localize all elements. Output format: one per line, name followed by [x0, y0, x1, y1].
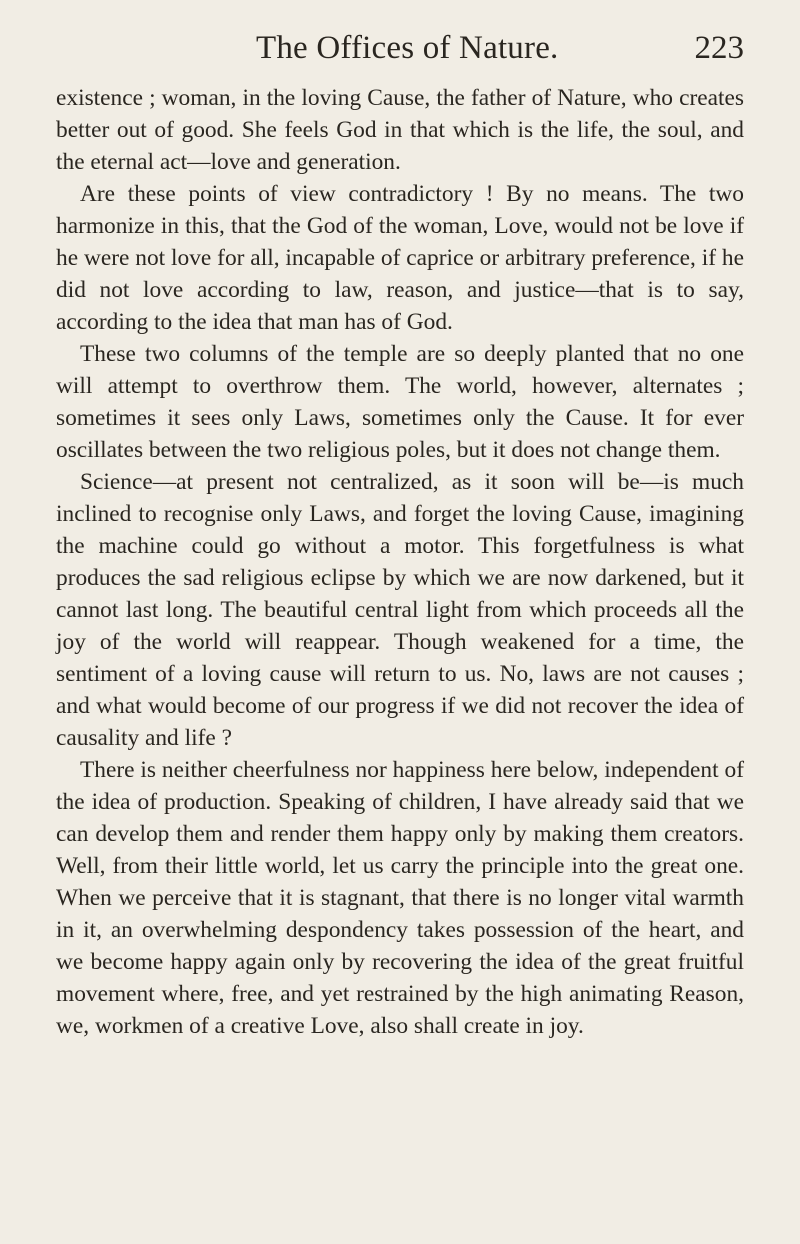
- page-header: [56, 30, 744, 82]
- body-text: [56, 82, 744, 1042]
- page-number: 223: [694, 30, 744, 66]
- running-title: The Offices of Nature.: [256, 30, 559, 66]
- paragraph-3: These two columns of the temple are so deeply planted that no one will attempt to overthrow them. The world, however, alternates ; sometimes it sees only Laws, sometimes only the Cause. It for ever oscillates between the two religious poles, but it does not change them.: [56, 341, 744, 463]
- paragraph-4: Science—at present not centralized, as it soon will be—is much inclined to recognise only Laws, and forget the loving Cause, imagining the machine could go without a motor. This forgetfulness is what produces the sad religious eclipse by which we are now darkened, but it cannot last long. The beautiful central light from which proceeds all the joy of the world will reappear. Though weakened for a time, the sentiment of a loving cause will return to us. No, laws are not causes ; and what would become of our progress if we did not recover the idea of causality and life ?: [56, 469, 744, 751]
- paragraph-2: Are these points of view contradictory ! By no means. The two harmonize in this, that the God of the woman, Love, would not be love if he were not love for all, incapable of caprice or arbitrary preference, if he did not love according to law, reason, and justice—that is to say, according to the idea that man has of God.: [56, 181, 744, 335]
- paragraph-1: existence ; woman, in the loving Cause, the father of Nature, who creates better out of good. She feels God in that which is the life, the soul, and the eternal act—love and generation.: [56, 85, 744, 175]
- paragraph-5: There is neither cheerfulness nor happiness here below, independent of the idea of production. Speaking of children, I have already said that we can develop them and render them happy only by making them creators. Well, from their little world, let us carry the principle into the great one. When we perceive that it is stagnant, that there is no longer vital warmth in it, an overwhelming despondency takes possession of the heart, and we become happy again only by recovering the idea of the great fruitful movement where, free, and yet restrained by the high animating Reason, we, workmen of a creative Love, also shall create in joy.: [56, 757, 744, 1039]
